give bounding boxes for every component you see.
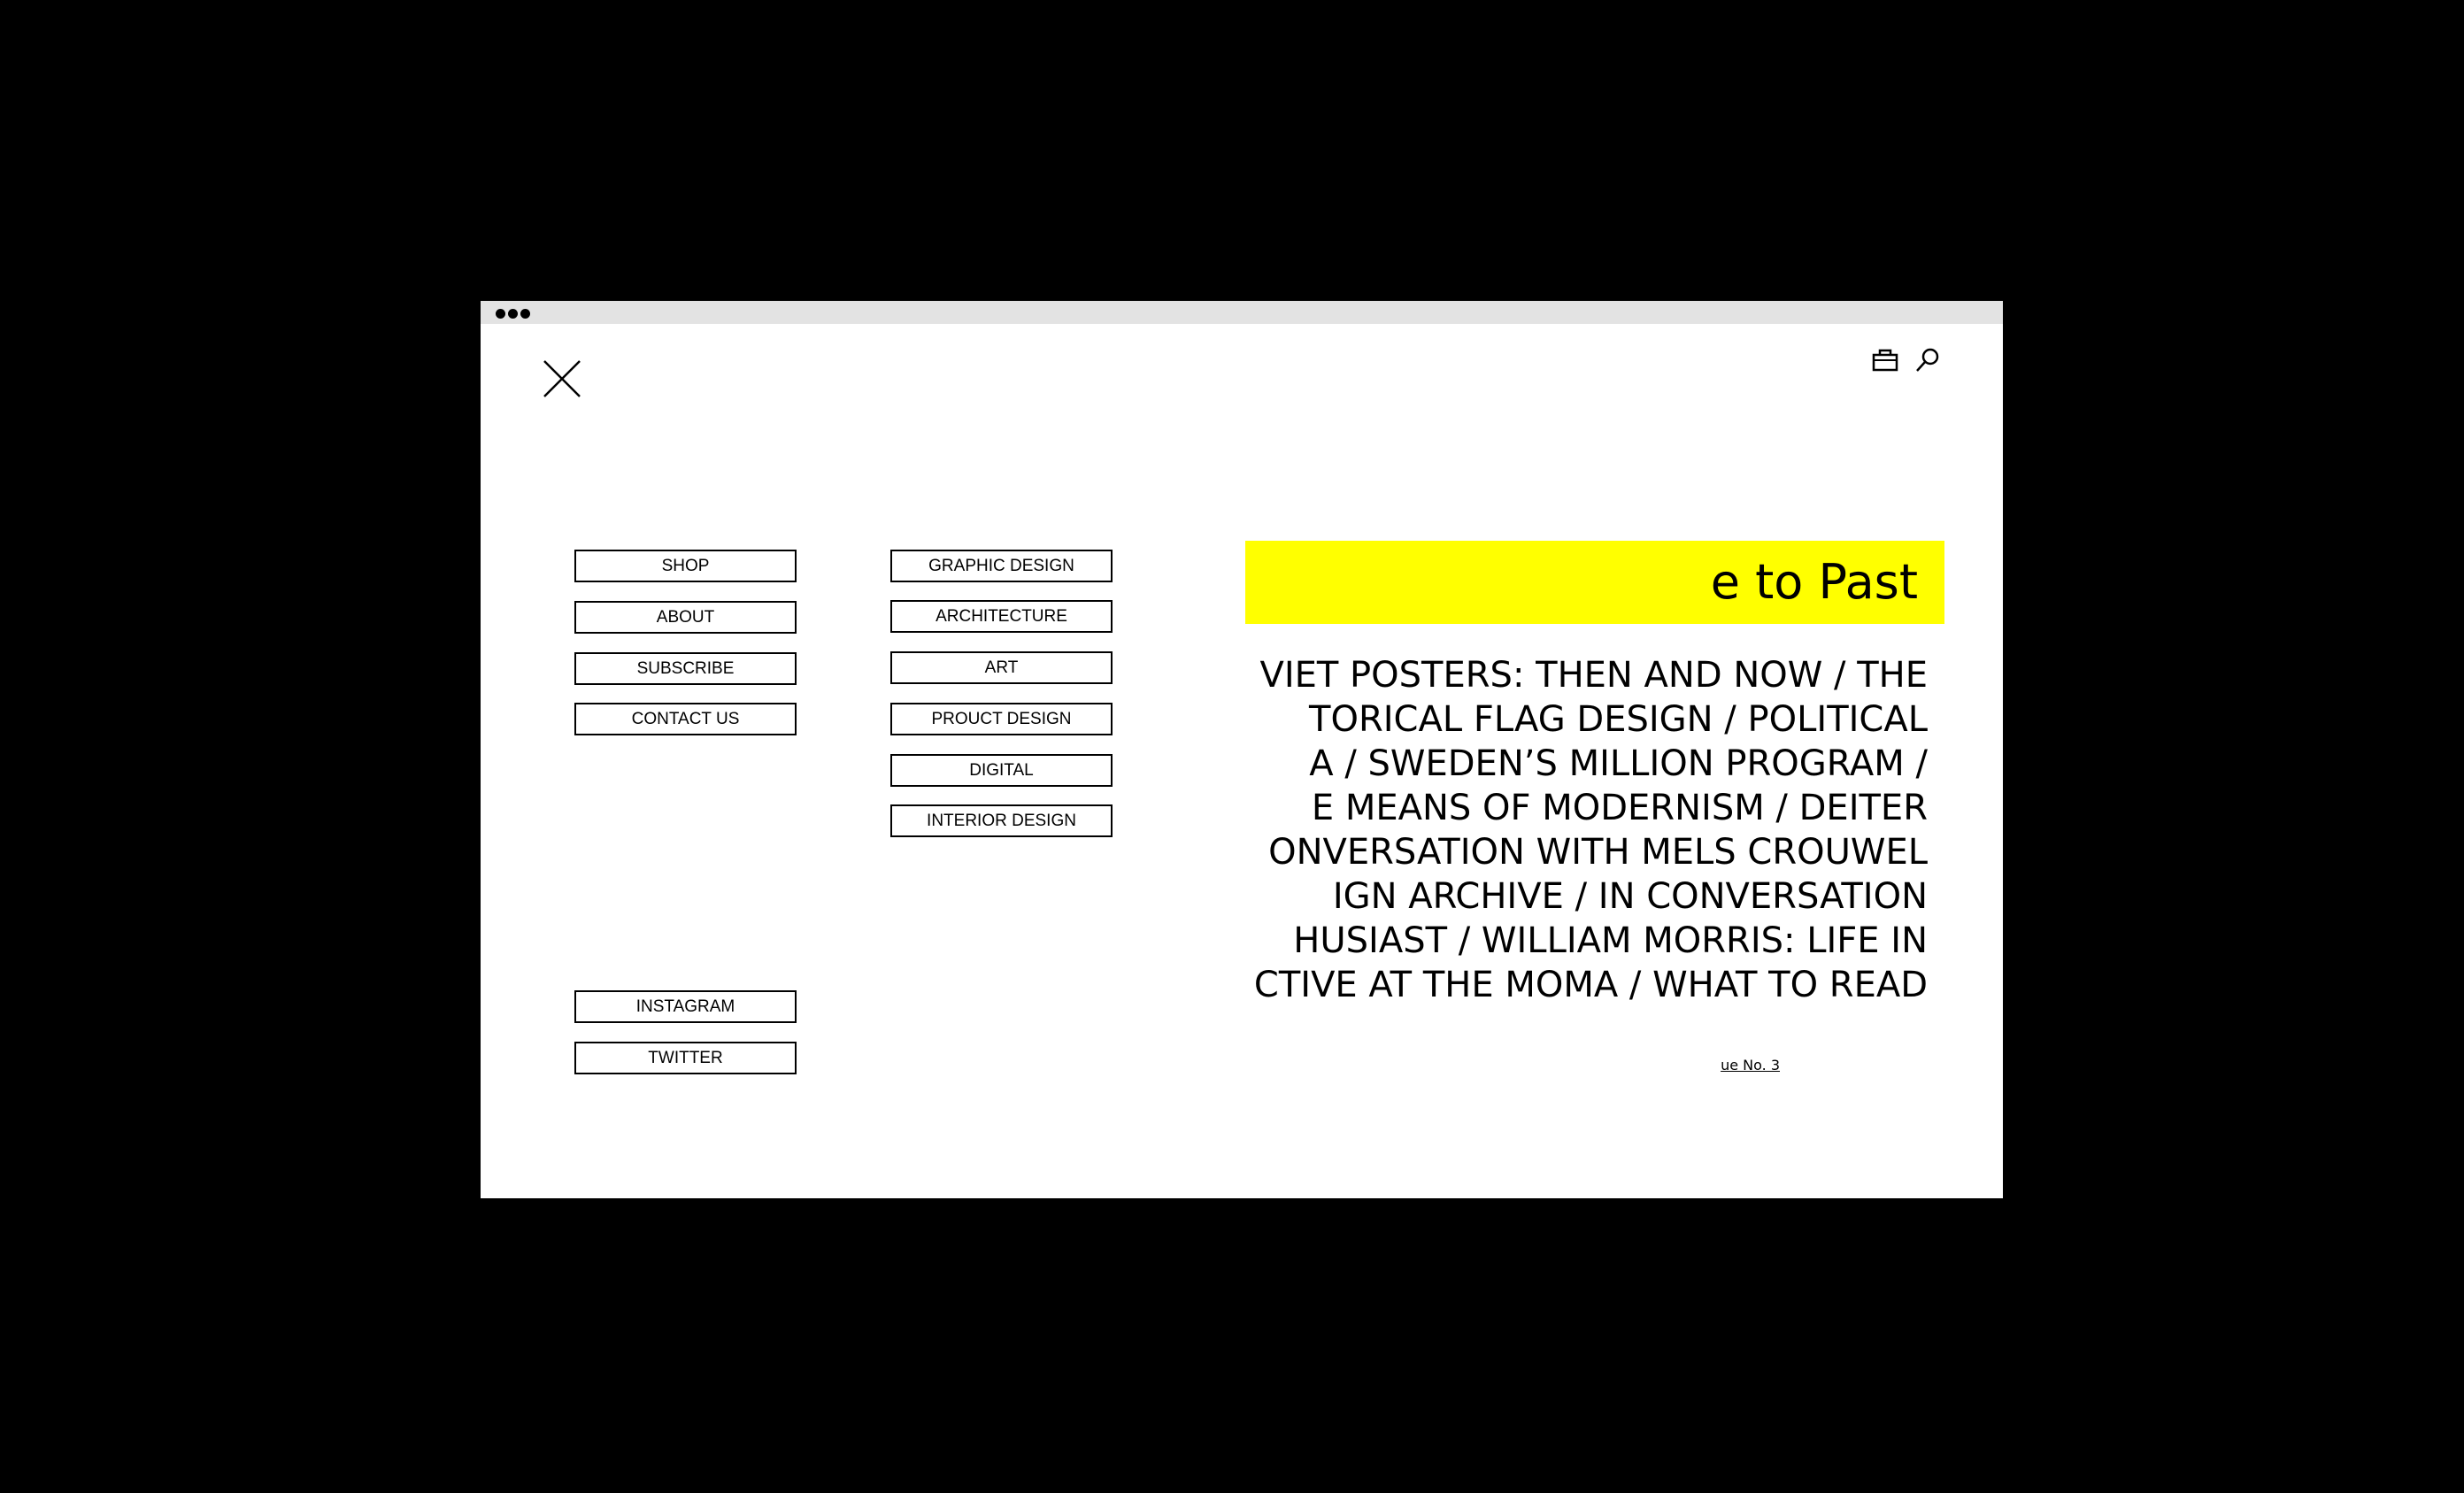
- article-line[interactable]: E MEANS OF MODERNISM / DEITER: [1311, 788, 1928, 828]
- search-icon[interactable]: [1913, 345, 1943, 375]
- article-line[interactable]: CTIVE AT THE MOMA / WHAT TO READ: [1253, 965, 1928, 1005]
- bag-icon[interactable]: [1870, 345, 1900, 375]
- menu-shop-button[interactable]: SHOP: [574, 550, 797, 582]
- category-interior-design-button[interactable]: INTERIOR DESIGN: [890, 804, 1113, 837]
- social-instagram-button[interactable]: INSTAGRAM: [574, 990, 797, 1023]
- category-art-button[interactable]: ART: [890, 651, 1113, 684]
- article-line[interactable]: VIET POSTERS: THEN AND NOW / THE: [1259, 655, 1928, 696]
- category-architecture-button[interactable]: ARCHITECTURE: [890, 600, 1113, 633]
- issue-link[interactable]: ue No. 3: [1721, 1057, 1780, 1074]
- category-product-design-button[interactable]: PROUCT DESIGN: [890, 703, 1113, 735]
- category-graphic-design-button[interactable]: GRAPHIC DESIGN: [890, 550, 1113, 582]
- article-line[interactable]: ONVERSATION WITH MELS CROUWEL: [1268, 832, 1928, 873]
- browser-title-bar: [481, 301, 2003, 324]
- window-dot-icon[interactable]: [520, 309, 530, 319]
- menu-contact-button[interactable]: CONTACT US: [574, 703, 797, 735]
- category-digital-button[interactable]: DIGITAL: [890, 754, 1113, 787]
- article-line[interactable]: IGN ARCHIVE / IN CONVERSATION: [1332, 876, 1928, 917]
- window-dot-icon[interactable]: [508, 309, 518, 319]
- nav-menu-overlay: [481, 324, 1245, 1198]
- headline[interactable]: e to Past: [1710, 554, 1918, 610]
- menu-subscribe-button[interactable]: SUBSCRIBE: [574, 652, 797, 685]
- window-dot-icon[interactable]: [496, 309, 505, 319]
- article-line[interactable]: HUSIAST / WILLIAM MORRIS: LIFE IN: [1293, 920, 1928, 961]
- article-line[interactable]: A / SWEDEN’S MILLION PROGRAM /: [1309, 743, 1928, 784]
- social-twitter-button[interactable]: TWITTER: [574, 1042, 797, 1074]
- header-icons: [1870, 345, 1943, 375]
- browser-window: [481, 301, 2003, 1198]
- close-icon[interactable]: [543, 359, 581, 398]
- page-viewport: [481, 324, 2003, 1198]
- article-line[interactable]: TORICAL FLAG DESIGN / POLITICAL: [1309, 699, 1928, 740]
- menu-about-button[interactable]: ABOUT: [574, 601, 797, 634]
